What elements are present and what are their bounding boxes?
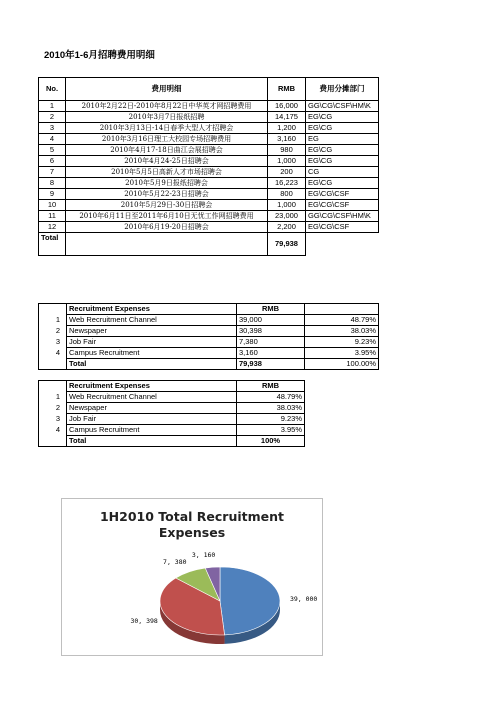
cost-row: [39, 101, 379, 112]
pie-data-label: 7, 380: [163, 557, 187, 566]
cost-row-detail: 2010年3月16日理工大校园专场招聘费用: [66, 134, 268, 145]
summary-rmb-table: [38, 303, 379, 370]
cost-row-rmb: 23,000: [268, 211, 306, 222]
cost-row: [39, 123, 379, 134]
summary-pct-row: [39, 403, 305, 414]
summary-pct-total-spacer: [39, 436, 67, 447]
summary-rmb-row-label: Web Recruitment Channel: [67, 315, 237, 326]
cost-row-detail: 2010年5月5日高新人才市场招聘会: [66, 167, 268, 178]
summary-pct-row-value: 38.03%: [237, 403, 305, 414]
summary-pct-header-spacer: [39, 381, 67, 392]
cost-row-dept: EG\CG: [306, 123, 379, 134]
summary-rmb-row-label: Newspaper: [67, 326, 237, 337]
pie-data-label: 30, 398: [130, 617, 158, 626]
summary-pct-total-value: 100%: [237, 436, 305, 447]
cost-row-no: 6: [39, 156, 66, 167]
summary-rmb-row-value: 39,000: [237, 315, 305, 326]
summary-pct-total-row: [39, 436, 305, 447]
cost-row-dept: CG: [306, 167, 379, 178]
expenses-pie-chart: [61, 498, 323, 656]
summary-rmb-total-row: [39, 359, 379, 370]
cost-row: [39, 178, 379, 189]
summary-pct-row-no: 2: [39, 403, 67, 414]
cost-row-rmb: 200: [268, 167, 306, 178]
total-dept-empty: [306, 233, 379, 256]
header-dept: 费用分摊部门: [306, 78, 379, 101]
summary-pct-row-value: 48.79%: [237, 392, 305, 403]
cost-row-detail: 2010年5月22-23日招聘会: [66, 189, 268, 200]
summary-pct-header-value: RMB: [237, 381, 305, 392]
cost-row-dept: EG\CG\CSF: [306, 222, 379, 233]
summary-pct-row: [39, 414, 305, 425]
summary-pct-row-no: 3: [39, 414, 67, 425]
cost-row-detail: 2010年3月7日报纸招聘: [66, 112, 268, 123]
total-value: 79,938: [268, 233, 306, 256]
summary-pct-row-label: Job Fair: [67, 414, 237, 425]
cost-row-rmb: 2,200: [268, 222, 306, 233]
chart-title-line2: Expenses: [158, 525, 226, 540]
cost-row: [39, 134, 379, 145]
cost-row-no: 12: [39, 222, 66, 233]
cost-row-rmb: 3,160: [268, 134, 306, 145]
summary-rmb-row: [39, 337, 379, 348]
cost-row-detail: 2010年3月13日-14日春季大型人才招聘会: [66, 123, 268, 134]
summary-rmb-total-spacer: [39, 359, 67, 370]
header-rmb: RMB: [268, 78, 306, 101]
summary-rmb-row: [39, 315, 379, 326]
cost-detail-table: [38, 77, 379, 256]
cost-row-no: 3: [39, 123, 66, 134]
chart-title-line1: 1H2010 Total Recruitment: [99, 509, 284, 524]
cost-row-rmb: 1,200: [268, 123, 306, 134]
cost-row-dept: GG\CG\CSF\HM\K: [306, 211, 379, 222]
cost-row-dept: EG: [306, 134, 379, 145]
cost-row-detail: 2010年5月29日-30日招聘会: [66, 200, 268, 211]
cost-row-no: 4: [39, 134, 66, 145]
cost-row-rmb: 800: [268, 189, 306, 200]
cost-row-dept: EG\CG: [306, 178, 379, 189]
cost-row-dept: EG\CG\CSF: [306, 189, 379, 200]
summary-pct-row-label: Campus Recruitment: [67, 425, 237, 436]
cost-row-detail: 2010年2月22日-2010年8月22日中华英才网招聘费用: [66, 101, 268, 112]
summary-rmb-row-pct: 48.79%: [305, 315, 379, 326]
cost-row-dept: EG\CG: [306, 145, 379, 156]
cost-row: [39, 145, 379, 156]
cost-row: [39, 112, 379, 123]
cost-row-no: 11: [39, 211, 66, 222]
header-detail: 费用明细: [66, 78, 268, 101]
cost-row-no: 7: [39, 167, 66, 178]
total-label: Total: [39, 233, 66, 256]
summary-rmb-row-no: 2: [39, 326, 67, 337]
page-title: 2010年1-6月招聘费用明细: [44, 50, 155, 61]
summary-rmb-row-value: 3,160: [237, 348, 305, 359]
summary-rmb-header-label: Recruitment Expenses: [67, 304, 237, 315]
cost-row-no: 1: [39, 101, 66, 112]
summary-pct-row: [39, 425, 305, 436]
summary-rmb-row-label: Job Fair: [67, 337, 237, 348]
summary-pct-header-label: Recruitment Expenses: [67, 381, 237, 392]
summary-pct-row-label: Newspaper: [67, 403, 237, 414]
pie-data-label: 39, 000: [289, 595, 318, 604]
summary-pct-header-row: [39, 381, 305, 392]
cost-row-dept: EG\CG: [306, 156, 379, 167]
summary-rmb-row-no: 3: [39, 337, 67, 348]
cost-row: [39, 189, 379, 200]
summary-rmb-total-pct: 100.00%: [305, 359, 379, 370]
cost-row: [39, 211, 379, 222]
total-spacer: [66, 233, 268, 256]
cost-row-dept: EG\CG: [306, 112, 379, 123]
cost-row-detail: 2010年4月17-18日曲江会展招聘会: [66, 145, 268, 156]
cost-row: [39, 200, 379, 211]
summary-rmb-header-value: RMB: [237, 304, 305, 315]
pie-svg: [62, 499, 322, 655]
cost-row-rmb: 1,000: [268, 156, 306, 167]
cost-row-dept: GG\CG\CSF\HM\K: [306, 101, 379, 112]
summary-rmb-row-pct: 3.95%: [305, 348, 379, 359]
summary-rmb-row-label: Campus Recruitment: [67, 348, 237, 359]
cost-row-rmb: 16,223: [268, 178, 306, 189]
summary-rmb-row-no: 4: [39, 348, 67, 359]
cost-row-rmb: 1,000: [268, 200, 306, 211]
summary-rmb-header-pct: [305, 304, 379, 315]
summary-pct-row-value: 9.23%: [237, 414, 305, 425]
cost-table-total-row: [39, 233, 379, 256]
cost-row-detail: 2010年4月24-25日招聘会: [66, 156, 268, 167]
cost-row: [39, 167, 379, 178]
summary-rmb-total-label: Total: [67, 359, 237, 370]
cost-row-no: 10: [39, 200, 66, 211]
summary-pct-total-label: Total: [67, 436, 237, 447]
summary-rmb-row-pct: 9.23%: [305, 337, 379, 348]
cost-row-rmb: 14,175: [268, 112, 306, 123]
cost-row-no: 5: [39, 145, 66, 156]
cost-row-detail: 2010年6月11日至2011年6月10日无忧工作网招聘费用: [66, 211, 268, 222]
summary-rmb-row: [39, 326, 379, 337]
summary-pct-row-no: 1: [39, 392, 67, 403]
cost-row-rmb: 980: [268, 145, 306, 156]
summary-rmb-header-row: [39, 304, 379, 315]
summary-rmb-row-value: 7,380: [237, 337, 305, 348]
cost-row-no: 9: [39, 189, 66, 200]
summary-pct-row-value: 3.95%: [237, 425, 305, 436]
summary-rmb-row: [39, 348, 379, 359]
summary-rmb-row-pct: 38.03%: [305, 326, 379, 337]
cost-row-no: 2: [39, 112, 66, 123]
pie-data-label: 3, 160: [191, 551, 216, 560]
summary-pct-row: [39, 392, 305, 403]
summary-pct-row-label: Web Recruitment Channel: [67, 392, 237, 403]
cost-table-header-row: [39, 78, 379, 101]
cost-row-no: 8: [39, 178, 66, 189]
cost-row-detail: 2010年5月9日报纸招聘会: [66, 178, 268, 189]
cost-row: [39, 222, 379, 233]
cost-row-dept: EG\CG\CSF: [306, 200, 379, 211]
summary-pct-table: [38, 380, 305, 447]
summary-rmb-row-value: 30,398: [237, 326, 305, 337]
summary-rmb-header-spacer: [39, 304, 67, 315]
cost-row-detail: 2010年6月19-20日招聘会: [66, 222, 268, 233]
summary-rmb-total-value: 79,938: [237, 359, 305, 370]
summary-pct-row-no: 4: [39, 425, 67, 436]
cost-row: [39, 156, 379, 167]
header-no: No.: [39, 78, 66, 101]
cost-row-rmb: 16,000: [268, 101, 306, 112]
summary-rmb-row-no: 1: [39, 315, 67, 326]
